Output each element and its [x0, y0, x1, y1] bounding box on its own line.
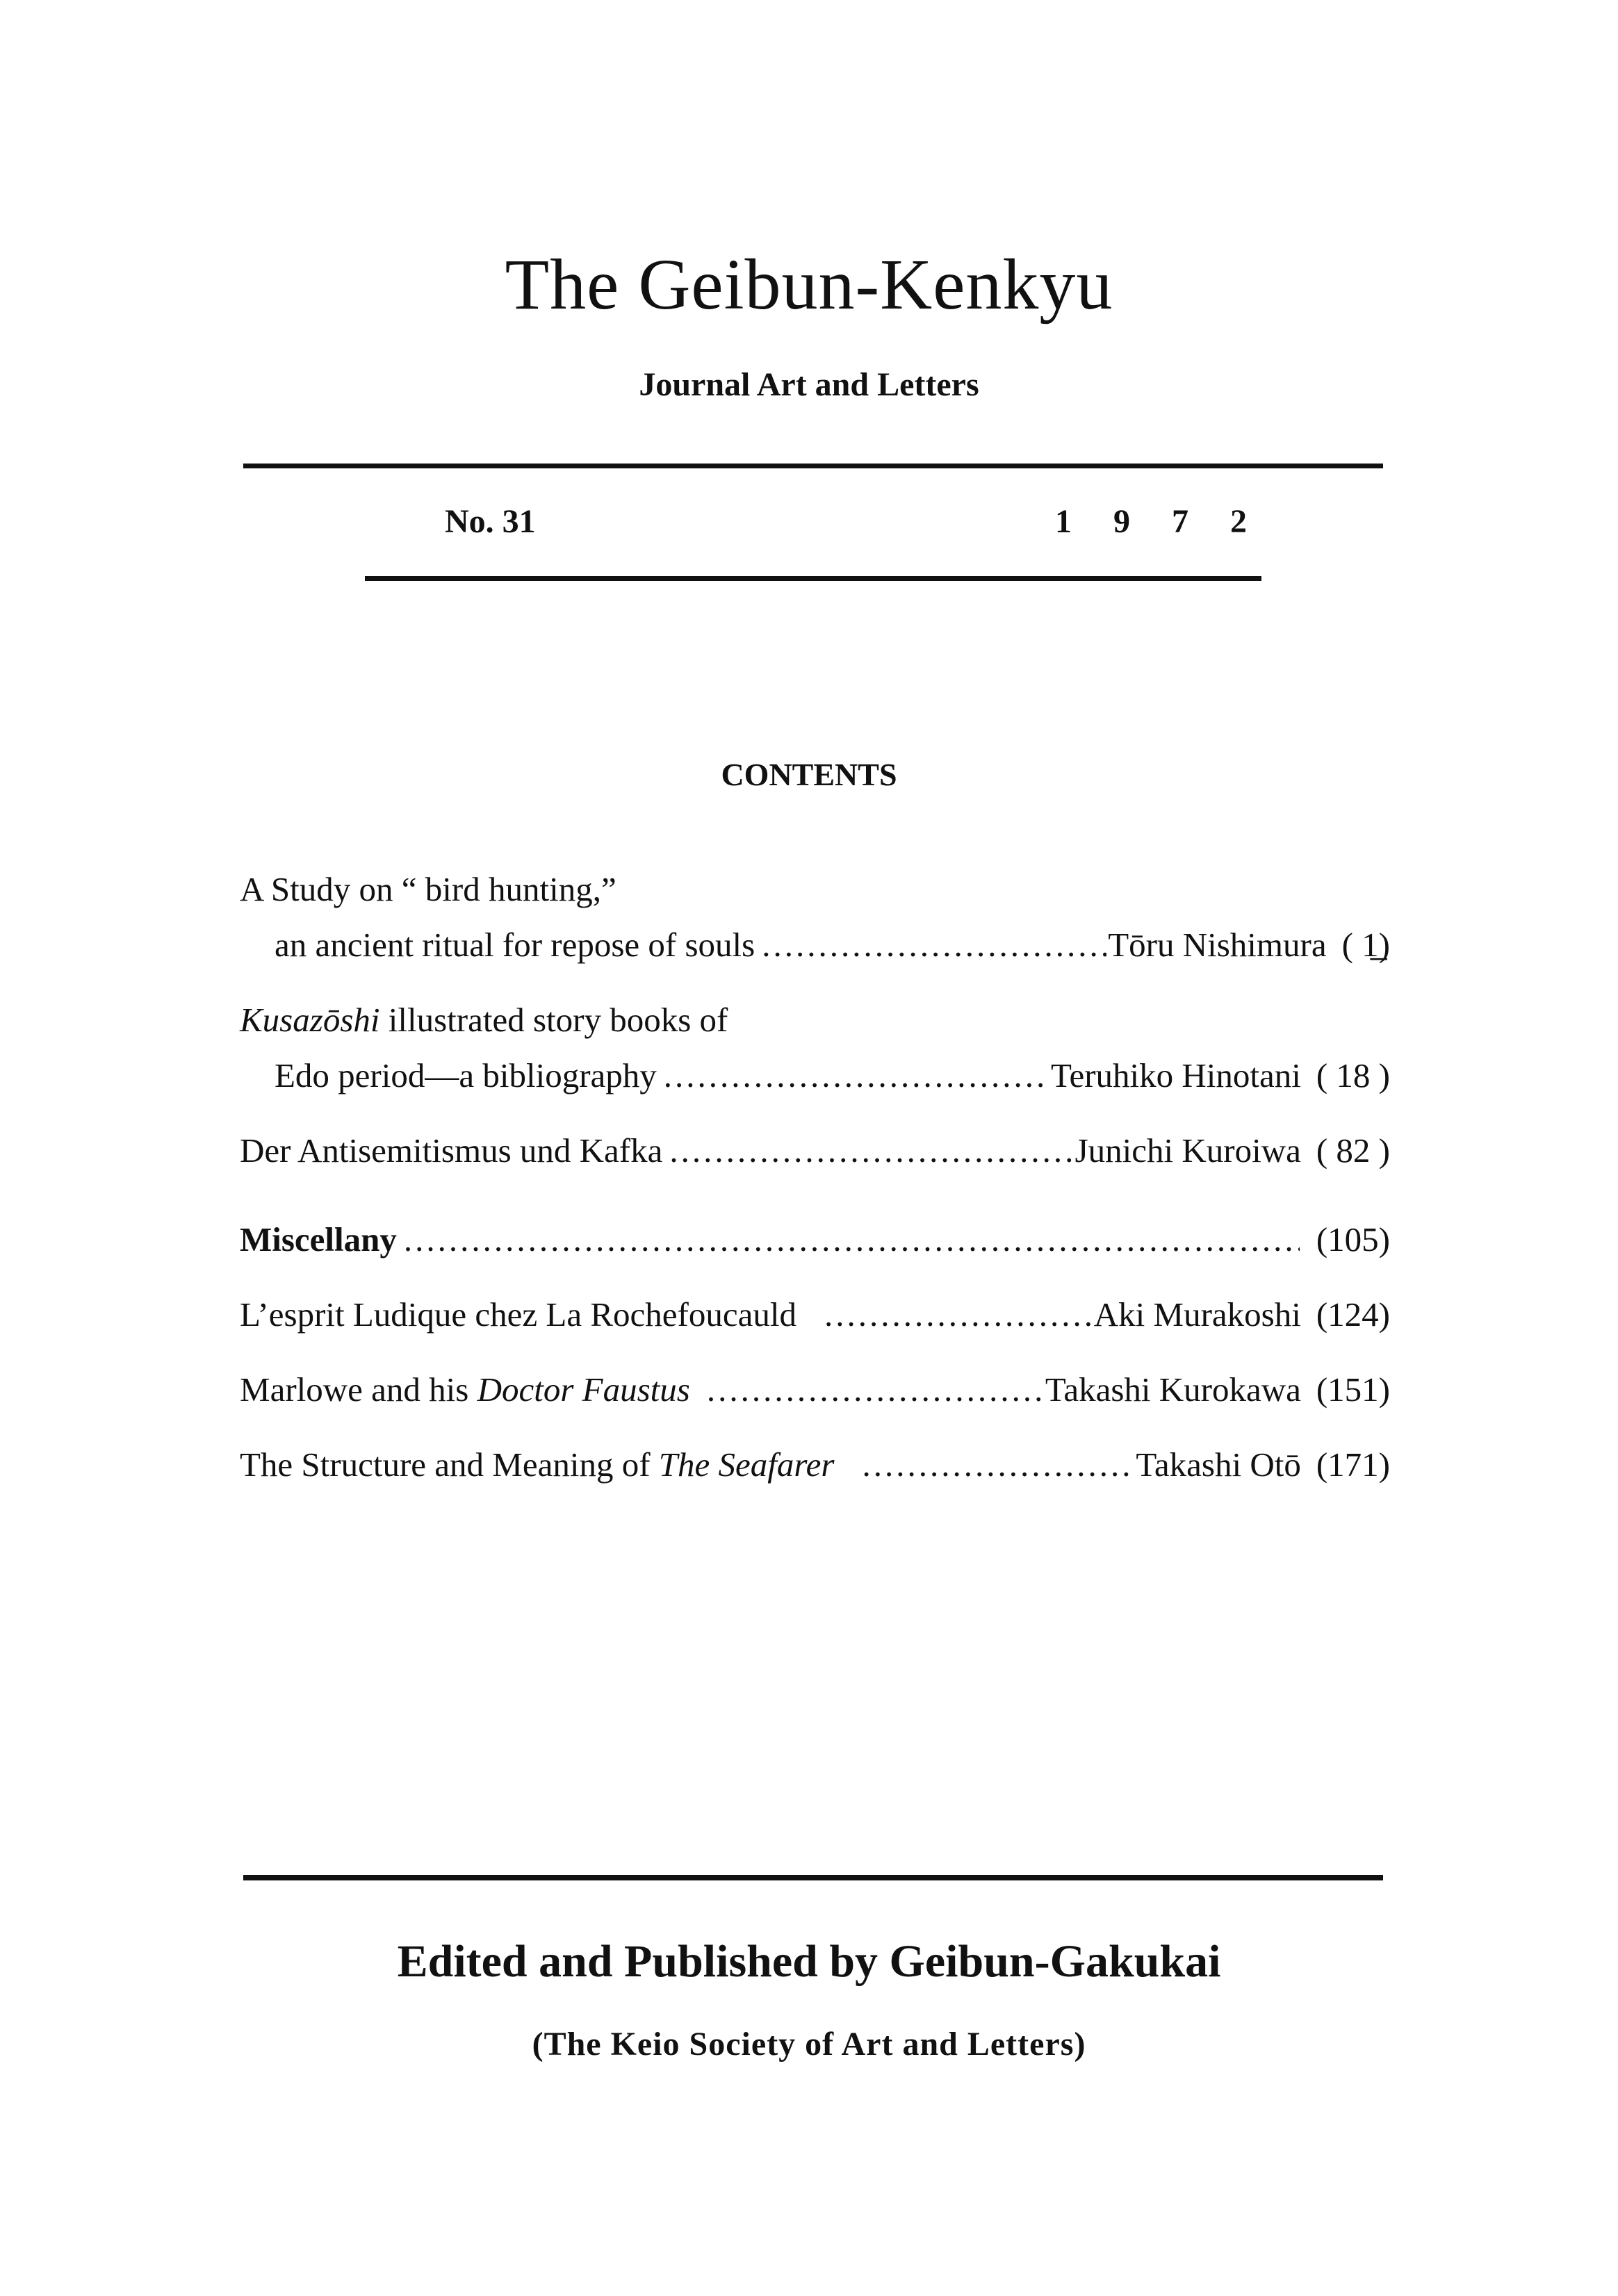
- toc-entry-title-italic: The Seafarer: [658, 1445, 835, 1484]
- leader-dots: [824, 1287, 1093, 1343]
- issue-number: No. 31: [445, 503, 536, 540]
- journal-title: The Geibun-Kenkyu: [505, 245, 1113, 325]
- bottom-rule: [243, 1875, 1383, 1880]
- toc-entry-title-cont: an ancient ritual for repose of souls: [275, 926, 755, 964]
- toc-entry: [240, 1362, 1390, 1418]
- toc-entry: [240, 862, 1390, 973]
- toc-entry-title: Der Antisemitismus und Kafka: [240, 1131, 663, 1170]
- toc-entry-page: (151): [1316, 1370, 1390, 1409]
- issue-year: 1 9 7 2: [1055, 503, 1264, 540]
- toc-entry-title-italic: Kusazōshi: [240, 1001, 380, 1039]
- publisher-line: Edited and Published by Geibun-Gakukai: [397, 1936, 1221, 1987]
- toc-entry: [240, 992, 1390, 1104]
- toc-entry-page: (171): [1316, 1445, 1390, 1484]
- toc-entry: [240, 1212, 1390, 1268]
- toc-entry-author: Junichi Kuroiwa: [1074, 1131, 1301, 1170]
- toc-entry-page: ( 18 ): [1316, 1056, 1390, 1094]
- toc-entry-author: Aki Murakoshi: [1093, 1295, 1301, 1334]
- leader-dots: [669, 1123, 1073, 1179]
- toc-entry-author: Teruhiko Hinotani: [1050, 1056, 1301, 1094]
- leader-dots: [404, 1212, 1300, 1268]
- leader-dots: [664, 1048, 1049, 1104]
- toc-entry-title: Marlowe and his: [240, 1370, 477, 1409]
- toc-entry-page: (124): [1316, 1295, 1390, 1334]
- toc-entry-title: Miscellany: [240, 1220, 397, 1258]
- top-rule: [243, 464, 1383, 468]
- contents-heading: CONTENTS: [721, 757, 897, 792]
- toc-entry-page: (105): [1316, 1220, 1390, 1258]
- issue-rule: [365, 576, 1261, 581]
- toc-entry-title-italic: Doctor Faustus: [477, 1370, 690, 1409]
- toc-entry: [240, 1437, 1390, 1493]
- leader-dots: [707, 1362, 1044, 1418]
- toc-entry-title-cont: Edo period—a bibliography: [275, 1056, 657, 1094]
- leader-dots: [862, 1437, 1134, 1493]
- toc-entry-page: ( 1̲): [1341, 926, 1390, 964]
- toc-entry-author: Takashi Kurokawa: [1045, 1370, 1301, 1409]
- table-of-contents: [240, 862, 1390, 1493]
- leader-dots: [762, 917, 1106, 973]
- toc-entry-page: ( 82 ): [1316, 1131, 1390, 1170]
- toc-entry-author: Tōru Nishimura: [1108, 926, 1327, 964]
- toc-entry-title: A Study on “ bird hunting,”: [240, 870, 616, 908]
- toc-entry: [240, 1123, 1390, 1179]
- society-line: (The Keio Society of Art and Letters): [532, 2026, 1086, 2063]
- toc-entry-author: Takashi Otō: [1136, 1445, 1301, 1484]
- toc-entry: [240, 1287, 1390, 1343]
- toc-entry-title: L’esprit Ludique chez La Rochefoucauld: [240, 1295, 796, 1334]
- toc-entry-title: illustrated story books of: [379, 1001, 728, 1039]
- journal-subtitle: Journal Art and Letters: [639, 366, 979, 403]
- toc-entry-title: The Structure and Meaning of: [240, 1445, 659, 1484]
